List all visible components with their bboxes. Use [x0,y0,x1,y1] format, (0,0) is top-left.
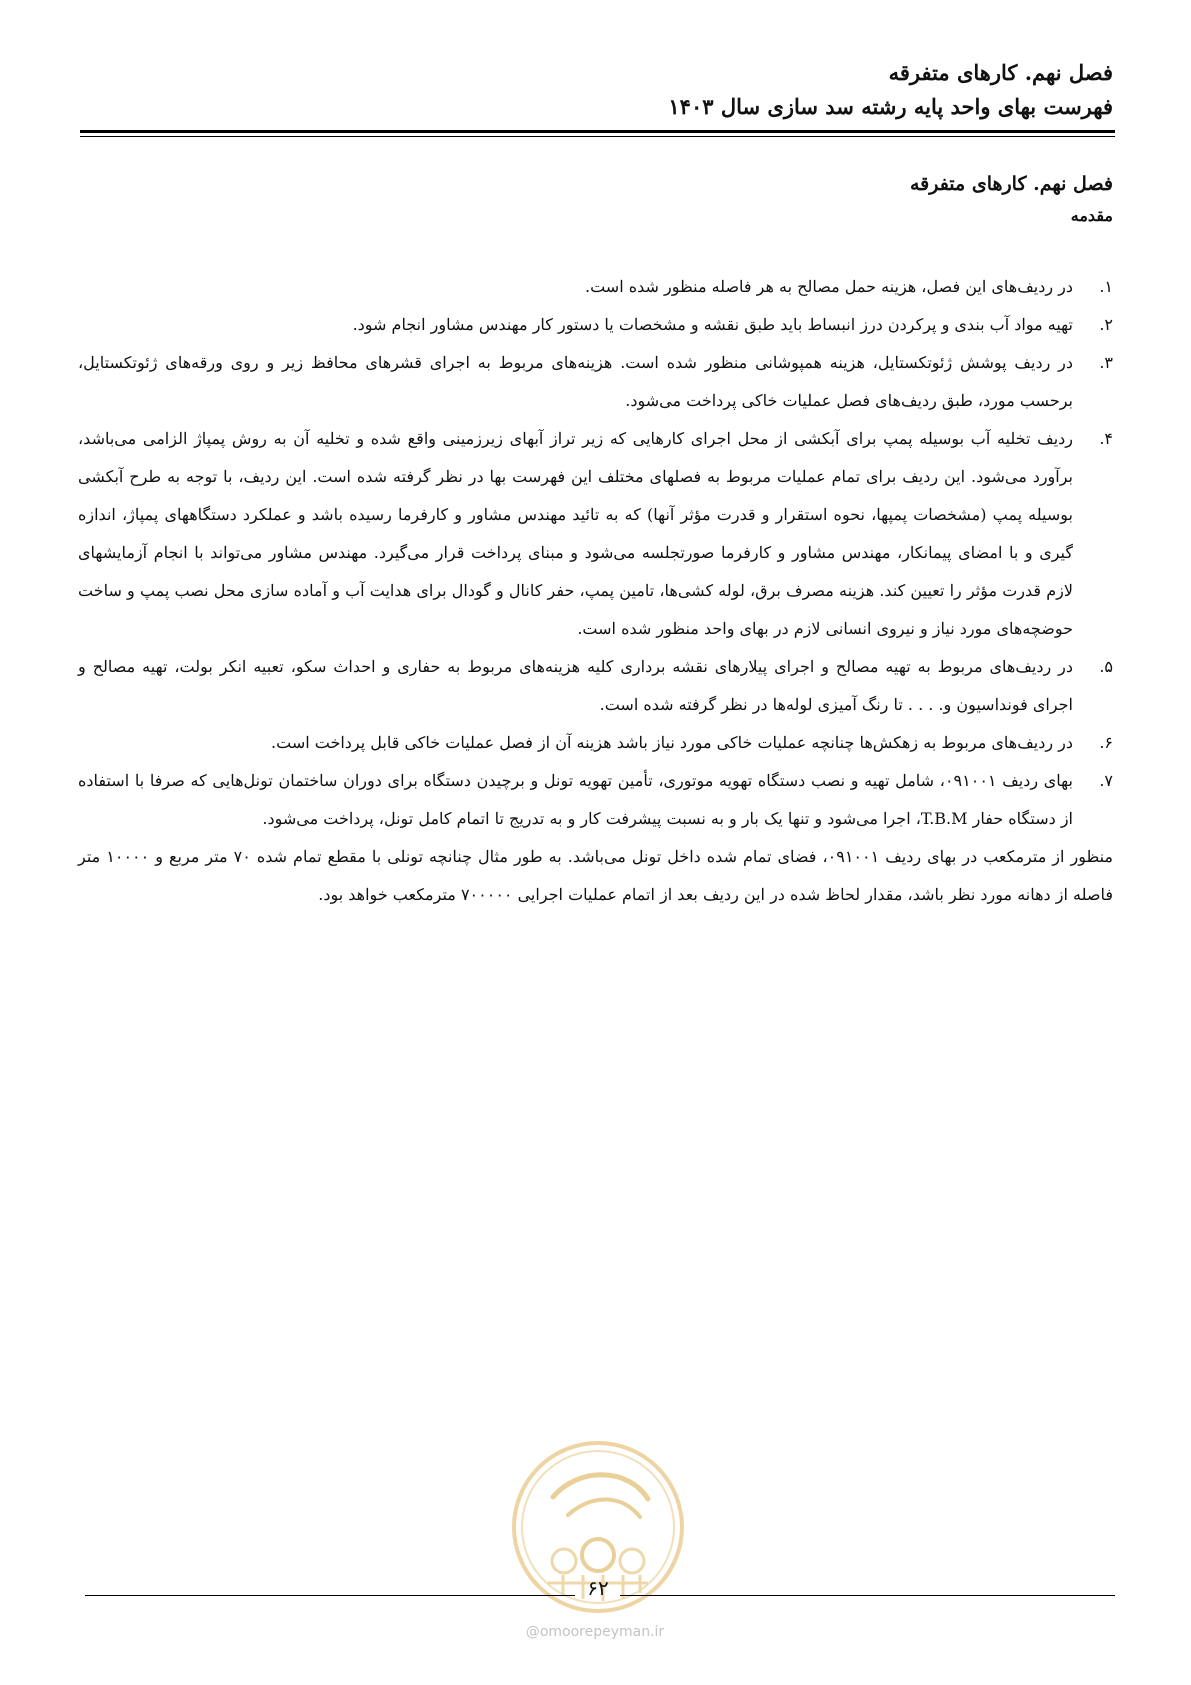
list-item-number: ۶. [1099,733,1113,752]
list-item-text: در ردیف‌های مربوط به تهیه مصالح و اجرای پیلارهای نقشه برداری کلیه هزینه‌های مربوط به حفاری و احداث سکو، تعبیه انکر بولت، تهیه مصالح و اجرای فونداسیون و. . . . تا رنگ آمیزی لوله‌ها در نظر گرفته شده است. [78,657,1073,714]
section-subtitle: مقدمه [1070,206,1113,225]
list-item-number: ۴. [1099,429,1113,448]
list-item [78,724,1113,762]
list-item [78,762,1113,838]
section-title: فصل نهم. کارهای متفرقه [909,173,1113,195]
list-item [78,268,1113,306]
list-item [78,420,1113,648]
header-rule-thin [80,136,1115,137]
section-heading [78,168,1113,232]
list-item-number: ۳. [1099,353,1113,372]
list-item-number: ۵. [1099,657,1113,676]
page-number: ۶۲ [587,1576,609,1600]
watermark-scale-icon [552,1549,576,1573]
footer-rule [85,1595,575,1596]
running-header [78,56,1113,124]
list-item-number: ۲. [1099,315,1113,334]
list-item-text: در ردیف‌های مربوط به زهکش‌ها چنانچه عملیات خاکی مورد نیاز باشد هزینه آن از فصل عملیات خاکی قابل پرداخت است. [271,733,1073,752]
list-item-text: در ردیف‌های این فصل، هزینه حمل مصالح به هر فاصله منظور شده است. [584,277,1073,296]
list-item [78,648,1113,724]
list-item-text: تهیه مواد آب بندی و پرکردن درز انبساط باید طبق نقشه و مشخصات یا دستور کار مهندس مشاور انجام شود. [352,315,1073,334]
body-content [78,268,1113,914]
closing-paragraph: منظور از مترمکعب در بهای ردیف ۰۹۱۰۰۱، فضای تمام شده داخل تونل می‌باشد. به طور مثال چنانچه تونلی با مقطع تمام شده ۷۰ متر مربع و ۱۰۰۰۰ متر فاصله از دهانه مورد نظر باشد، مقدار لحاظ شده در این ردیف بعد از اتمام عملیات اجرایی ۷۰۰۰۰۰ مترمکعب خواهد بود. [78,847,1114,904]
watermark-script-stroke [553,1475,648,1499]
header-rule-thick [80,130,1115,133]
header-document-title: فهرست بهای واحد پایه رشته سد سازی سال ۱۴۰۳ [668,94,1113,119]
footer-website: @omoorepeyman.ir [525,1624,665,1640]
watermark-gear-icon [620,1549,644,1573]
list-item [78,344,1113,420]
list-item [78,306,1113,344]
footer-rule [620,1595,1115,1596]
header-chapter-title: فصل نهم. کارهای متفرقه [888,60,1113,85]
list-item-text: بهای ردیف ۰۹۱۰۰۱، شامل تهیه و نصب دستگاه تهویه موتوری، تأمین تهویه تونل و برچیدن دستگاه برای دوران ساختمان تونل‌هایی که صرفا با استفاده از دستگاه حفار T.B.M، اجرا می‌شود و تنها یک بار و به نسبت پیشرفت کار و به تدریج تا اتمام کامل تونل، پرداخت می‌شود. [78,771,1073,828]
list-item-number: ۱. [1099,277,1113,296]
list-item-text: ردیف تخلیه آب بوسیله پمپ برای آبکشی از محل اجرای کارهایی که زیر تراز آبهای زیرزمینی واقع شده و تخلیه آن به روش پمپاژ الزامی می‌باشد، برآورد می‌شود. این ردیف برای تمام عملیات مربوط به فصلهای مختلف این فهرست بها در نظر گرفته شده است. این ردیف، با توجه به طرح آبکشی بوسیله پمپ (مشخصات پمپها، نحوه استقرار و قدرت مؤثر آنها) که به تائید مهندس مشاور و کارفرما رسیده باشد و عملکرد دستگاههای پمپاژ، اندازه گیری و با امضای پیمانکار، مهندس مشاور و کارفرما صورتجلسه می‌شود و مبنای پرداخت قرار می‌گیرد. مهندس مشاور می‌تواند با انجام آزمایشهای لازم قدرت مؤثر را تعیین کند. هزینه مصرف برق، لوله کشی‌ها، تامین پمپ، حفر کانال و گودال برای هدایت آب و آماده سازی محل نصب پمپ و ساخت حوضچه‌های مورد نیاز و نیروی انسانی لازم در بهای واحد منظور شده است. [78,429,1074,638]
watermark-gear-icon [582,1539,614,1571]
list-item-number: ۷. [1099,771,1113,790]
list-item-text: در ردیف پوشش ژئوتکستایل، هزینه همپوشانی منظور شده است. هزینه‌های مربوط به اجرای قشرهای محافظ زیر و روی ورقه‌های ژئوتکستایل، برحسب مورد، طبق ردیف‌های فصل عملیات خاکی پرداخت می‌شود. [78,353,1073,410]
watermark-script-stroke [568,1499,640,1517]
